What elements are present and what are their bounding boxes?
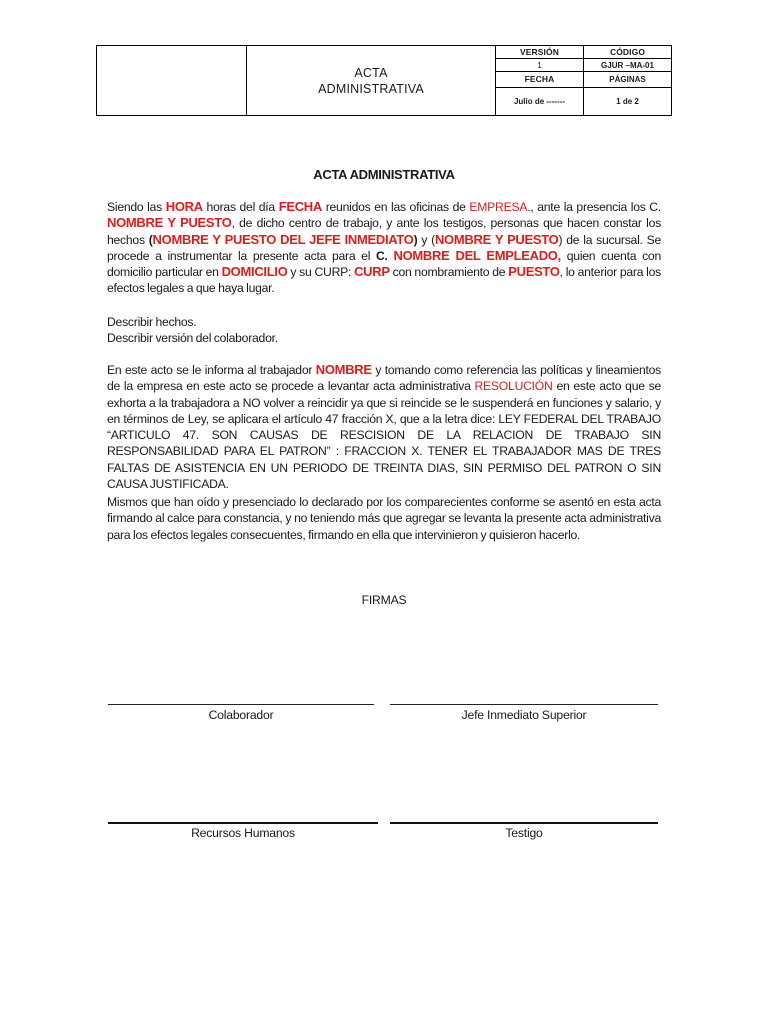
date-value: Julio de -------: [496, 87, 584, 115]
text-run: En este acto se le informa al trabajador: [107, 363, 316, 377]
placeholder-hora: HORA: [165, 199, 203, 214]
code-label: CÓDIGO: [584, 46, 672, 59]
text-run: ., ante la presencia los C.: [527, 200, 661, 214]
header-title-cell: [247, 46, 496, 116]
describe-version-line: Describir versión del colaborador.: [107, 331, 278, 346]
text-run: horas del día: [202, 200, 279, 214]
document-title: ACTA ADMINISTRATIVA: [313, 167, 455, 182]
pages-value: 1 de 2: [584, 87, 672, 115]
header-title-line1: ACTA: [354, 65, 388, 80]
text-run: ): [413, 232, 418, 247]
placeholder-nombre-puesto: NOMBRE Y PUESTO: [107, 215, 232, 231]
placeholder-fecha: FECHA: [278, 199, 322, 214]
signature-line-rh: [108, 822, 378, 824]
text-run: C.: [375, 248, 394, 263]
signature-label-jefe: Jefe Inmediato Superior: [461, 708, 587, 722]
placeholder-jefe: NOMBRE Y PUESTO DEL JEFE INMEDIATO: [152, 231, 414, 247]
text-run: , lo anterior para los efectos legales a que haya lugar.: [107, 265, 661, 296]
paragraph-resolution: [107, 362, 661, 492]
signature-line-colaborador: [108, 704, 374, 705]
text-run: Siendo las: [107, 200, 166, 214]
signature-line-testigo: [390, 822, 658, 824]
placeholder-resolucion: RESOLUCIÓN: [474, 379, 553, 394]
placeholder-empleado: NOMBRE DEL EMPLEADO,: [393, 247, 561, 263]
signatures-heading: FIRMAS: [361, 593, 407, 607]
signature-label-testigo: Testigo: [505, 826, 543, 840]
placeholder-empresa: EMPRESA: [469, 200, 528, 214]
date-label: FECHA: [496, 72, 584, 87]
text-run: con nombramiento de: [389, 265, 509, 280]
code-value: GJUR –MA-01: [584, 59, 672, 72]
text-run: , de dicho centro de trabajo, y ante los testigos, personas que hacen constar los hechos: [107, 216, 661, 247]
signature-label-colaborador: Colaborador: [208, 708, 274, 722]
placeholder-puesto: PUESTO: [508, 264, 560, 280]
header-title-line2: ADMINISTRATIVA: [318, 81, 424, 96]
placeholder-nombre: NOMBRE: [315, 362, 372, 377]
text-run: reunidos en las oficinas de: [321, 200, 470, 214]
text-run: y (: [417, 232, 435, 247]
version-label: VERSIÓN: [496, 46, 584, 59]
placeholder-nombre-puesto-2: NOMBRE Y PUESTO: [434, 231, 559, 247]
pages-label: PÁGINAS: [584, 72, 672, 87]
text-run: y tomando como referencia las políticas y lineamientos de la empresa en este acto se procede a levantar acta administrativa: [107, 363, 661, 394]
placeholder-domicilio: DOMICILIO: [221, 264, 288, 280]
describe-facts-line: Describir hechos.: [107, 315, 197, 329]
paragraph-intro: [107, 199, 661, 297]
logo-cell: [97, 46, 247, 116]
text-run: quien cuenta con domicilio particular en: [107, 248, 661, 280]
paragraph-hechos: [107, 314, 661, 347]
text-run: (: [148, 232, 153, 247]
document-header-table: [96, 45, 672, 116]
paragraph-closing: Mismos que han oído y presenciado lo declarado por los comparecientes conforme se asentó en esta acta firmando al calce para constancia, y no teniendo más que agregar se levanta la presente acta administrativa para los efectos legales consecuentes, firmando en ella que intervinieron y quisieron hacerlo.: [107, 495, 661, 542]
text-run: ) de la sucursal. Se procede a instrumentar la presente acta para el: [107, 232, 662, 263]
placeholder-curp: CURP: [354, 264, 390, 280]
text-run: y su CURP:: [287, 265, 355, 280]
signature-line-jefe: [390, 704, 658, 705]
text-run: en este acto que se exhorta a la trabajadora a NO volver a reincidir ya que si reincide se le suspenderá en funciones y salario, y en términos de Ley, se aplicara el artículo 47 fracción X, que a la letra dice: LEY FEDERAL DEL TRABAJO “ARTICULO 47. SON CAUSAS DE RESCISION DE LA RELACION DE TRABAJO SIN RESPONSABILIDAD PARA EL PATRON” : FRACCION X. TENER EL TRABAJADOR MAS DE TRES FALTAS DE ASISTENCIA EN UN PERIODO DE TREINTA DIAS, SIN PERMISO DEL PATRON O SIN CAUSA JUSTIFICADA.: [107, 379, 662, 492]
version-value: 1: [496, 59, 584, 72]
signature-label-rh: Recursos Humanos: [191, 826, 295, 840]
